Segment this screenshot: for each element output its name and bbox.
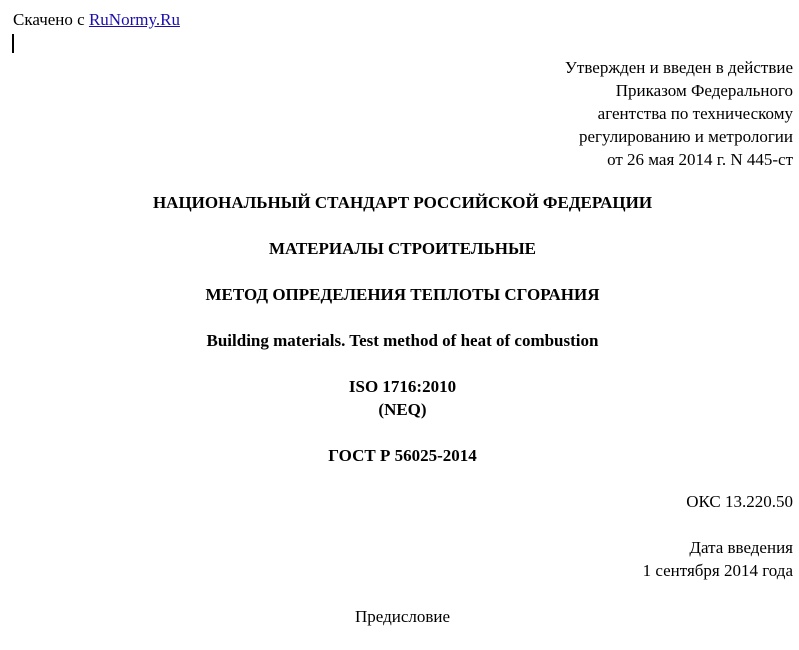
foreword-title: Предисловие [354,607,451,626]
materials-heading: МАТЕРИАЛЫ СТРОИТЕЛЬНЫЕ [269,239,536,258]
oks-code: ОКС 13.220.50 [686,492,793,511]
national-standard-heading: НАЦИОНАЛЬНЫЙ СТАНДАРТ РОССИЙСКОЙ ФЕДЕРАЦИИ [152,193,653,212]
source-prefix: Скачено с [13,10,89,29]
approval-block [565,56,793,171]
iso-equivalence: (NEQ) [378,400,427,419]
gost-number: ГОСТ Р 56025-2014 [328,446,477,465]
source-line [13,8,180,31]
method-heading: МЕТОД ОПРЕДЕЛЕНИЯ ТЕПЛОТЫ СГОРАНИЯ [205,285,600,304]
text-cursor [12,34,14,53]
approval-line: агентства по техническому [597,104,793,123]
english-title: Building materials. Test method of heat of combustion [206,331,599,350]
introduction-date-label: Дата введения [689,538,793,557]
approval-line: Приказом Федерального [615,81,793,100]
approval-line: Утвержден и введен в действие [564,58,793,77]
iso-reference: ISO 1716:2010 [348,377,457,396]
approval-line: регулированию и метрологии [578,127,793,146]
introduction-date: 1 сентября 2014 года [642,561,793,580]
approval-line: от 26 мая 2014 г. N 445-ст [607,150,793,169]
source-link[interactable]: RuNormy.Ru [88,10,180,29]
